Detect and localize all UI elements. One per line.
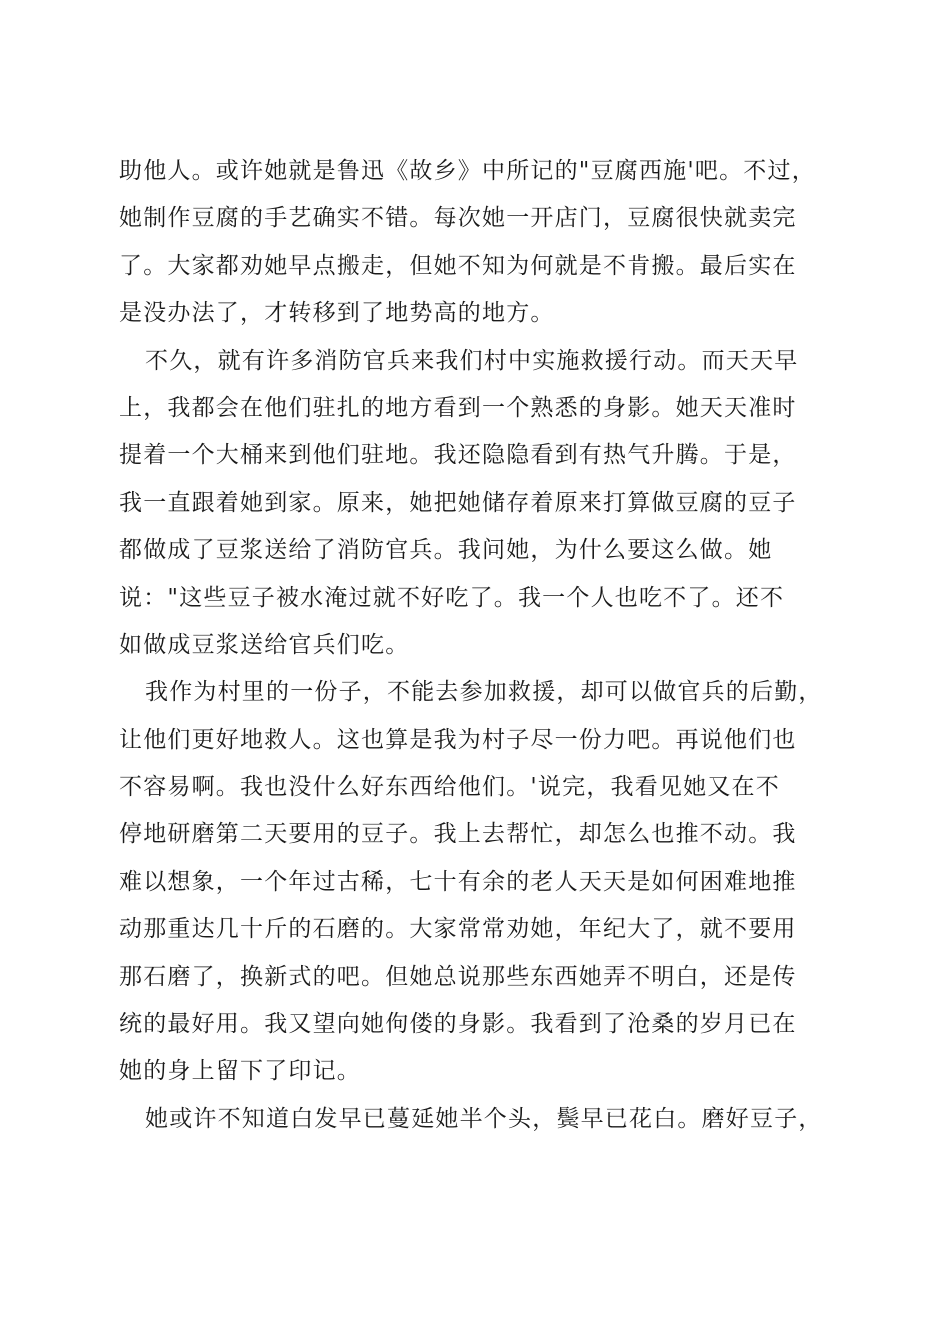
text-line: 难以想象，一个年过古稀，七十有余的老人天天是如何困难地推 xyxy=(119,868,797,895)
text-line: 了。大家都劝她早点搬走，但她不知为何就是不肯搬。最后实在 xyxy=(119,252,797,279)
text-line: 提着一个大桶来到他们驻地。我还隐隐看到有热气升腾。于是， xyxy=(119,442,797,469)
text-line: 那石磨了，换新式的吧。但她总说那些东西她弄不明白，还是传 xyxy=(119,963,797,990)
text-line: 助他人。或许她就是鲁迅《故乡》中所记的"豆腐西施'吧。不过， xyxy=(119,158,816,184)
text-line: 让他们更好地救人。这也算是我为村子尽一份力吧。再说他们也 xyxy=(119,726,797,753)
text-line: 停地研磨第二天要用的豆子。我上去帮忙，却怎么也推不动。我 xyxy=(119,821,797,848)
text-line: 她制作豆腐的手艺确实不错。每次她一开店门，豆腐很快就卖完 xyxy=(119,205,797,232)
text-line: 是没办法了，才转移到了地势高的地方。 xyxy=(119,300,555,327)
text-line: 动那重达几十斤的石磨的。大家常常劝她，年纪大了，就不要用 xyxy=(119,916,797,943)
text-line: 她的身上留下了印记。 xyxy=(119,1058,361,1085)
text-line: 如做成豆浆送给官兵们吃。 xyxy=(119,631,410,658)
text-line: 统的最好用。我又望向她佝偻的身影。我看到了沧桑的岁月已在 xyxy=(119,1011,797,1038)
body-text xyxy=(119,148,839,1143)
text-line: 上，我都会在他们驻扎的地方看到一个熟悉的身影。她天天准时 xyxy=(119,394,797,421)
text-line: 都做成了豆浆送给了消防官兵。我问她，为什么要这么做。她 xyxy=(119,537,773,564)
text-line: 不久，就有许多消防官兵来我们村中实施救援行动。而天天早 xyxy=(145,347,799,374)
text-line: 我一直跟着她到家。原来，她把她储存着原来打算做豆腐的豆子 xyxy=(119,489,797,516)
text-line: 说："这些豆子被水淹过就不好吃了。我一个人也吃不了。还不 xyxy=(119,584,785,611)
text-line: 她或许不知道白发早已蔓延她半个头，鬓早已花白。磨好豆子， xyxy=(145,1105,823,1132)
text-line: 不容易啊。我也没什么好东西给他们。'说完，我看见她又在不 xyxy=(119,774,780,801)
text-line: 我作为村里的一份子，不能去参加救援，却可以做官兵的后勤， xyxy=(145,679,823,706)
